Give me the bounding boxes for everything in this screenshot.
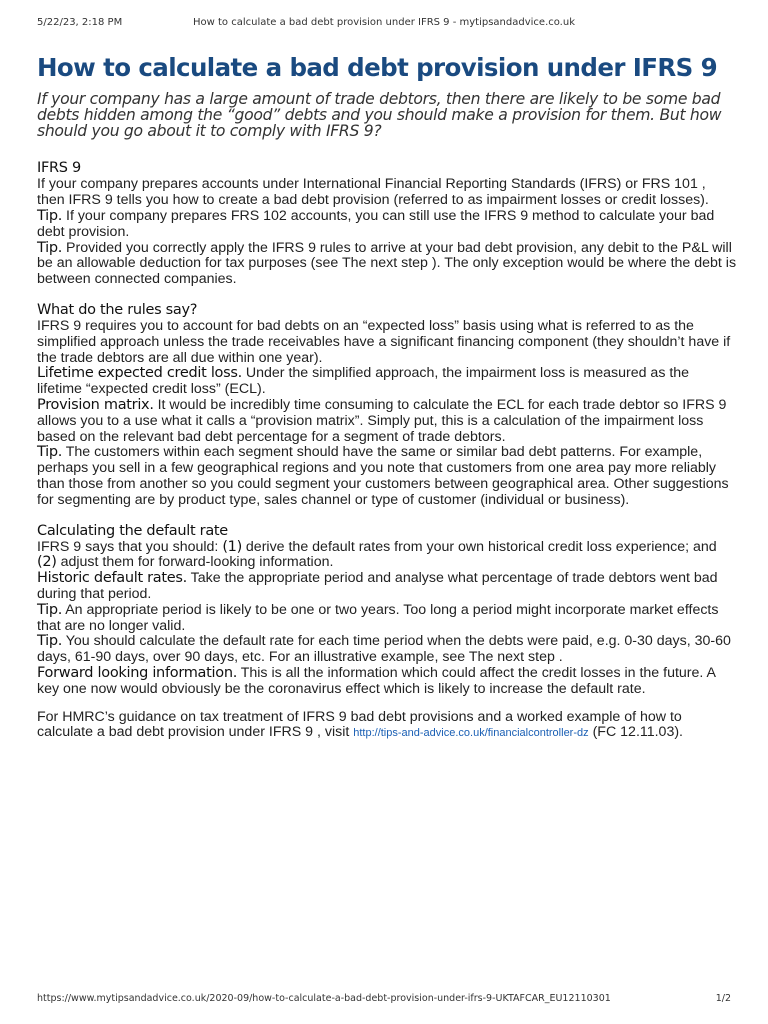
print-url: https://www.mytipsandadvice.co.uk/2020-09/how-to-calculate-a-bad-debt-provision-under-ifrs-9-UKTAFCAR_EU12110301	[37, 993, 611, 1004]
segment-tip	[37, 445, 737, 508]
tip-label: Tip.	[37, 207, 63, 224]
tip-text: Provided you correctly apply the IFRS 9 rules to arrive at your bad debt provision, any debit to the P&L will be an allowable deduction for tax purposes (see The next step ). The only exception would be where the debt is between connected companies.	[37, 239, 737, 288]
page-title: How to calculate a bad debt provision under IFRS 9	[37, 53, 718, 82]
page-number: 1/2	[715, 993, 731, 1004]
historic-rates-label: Historic default rates.	[37, 570, 187, 587]
hmrc-text: For HMRC’s guidance on tax treatment of IFRS 9 bad debt provisions and a worked example of how to calculate a bad debt provision under IFRS 9 , visit	[37, 708, 682, 741]
period-tip	[37, 603, 737, 635]
tip-text: If your company prepares FRS 102 accounts, you can still use the IFRS 9 method to calculate your bad debt provision.	[37, 207, 715, 240]
text-run: adjust them for forward-looking information.	[56, 554, 334, 571]
provision-matrix-text: It would be incredibly time consuming to calculate the ECL for each trade debtor so IFRS 9 allows you to a use what it calls a “provision matrix”. Simply put, this is a calculation of the impairment loss based on the relevant bad debt percentage for a segment of trade debtors.	[37, 396, 727, 445]
provision-matrix-paragraph	[37, 398, 737, 445]
historic-rates-text: Take the appropriate period and analyse what percentage of trade debtors went bad during that period.	[37, 570, 718, 602]
print-date: 5/22/23, 2:18 PM	[37, 17, 123, 28]
provision-matrix-label: Provision matrix.	[37, 396, 154, 413]
print-footer	[37, 993, 731, 1007]
default-rate-paragraph	[37, 540, 737, 572]
print-doc-title: How to calculate a bad debt provision under IFRS 9 - mytipsandadvice.co.uk	[193, 17, 575, 28]
tip-text: You should calculate the default rate for each time period when the debts were paid, e.g. 0-30 days, 30-60 days, 61-90 days, over 90 days, etc. For an illustrative example, see The next step .	[37, 633, 731, 666]
tip-label: Tip.	[37, 239, 63, 256]
historic-rates-paragraph	[37, 571, 737, 603]
time-period-tip	[37, 634, 737, 666]
text-run: IFRS 9 says that you should:	[37, 538, 223, 555]
tip-text: An appropriate period is likely to be one or two years. Too long a period might incorporate market effects that are no longer valid.	[37, 601, 719, 634]
tip-label: Tip.	[37, 601, 63, 618]
ifrs9-tip-1	[37, 209, 737, 241]
section-heading-default-rate: Calculating the default rate	[37, 522, 228, 539]
rules-paragraph: IFRS 9 requires you to account for bad debts on an “expected loss” basis using what is referred to as the simplified approach unless the trade receivables have a significant financing component (they shouldn’t have if the trade debtors are all due within one year).	[37, 317, 731, 366]
lifetime-ecl-text: Under the simplified approach, the impairment loss is measured as the lifetime “expected credit loss” (ECL).	[37, 365, 690, 398]
print-header	[37, 17, 731, 31]
article-intro: If your company has a large amount of trade debtors, then there are likely to be some bad debts hidden among the “good” debts and you should make a provision for them. But how should you go about it to comply with IFRS 9?	[37, 90, 722, 140]
step-number-2: (2)	[37, 554, 57, 571]
section-heading-ifrs9: IFRS 9	[37, 160, 81, 177]
tip-label: Tip.	[37, 633, 63, 650]
forward-looking-paragraph	[37, 666, 737, 698]
financial-controller-link[interactable]: http://tips-and-advice.co.uk/financialcontroller-dz	[353, 727, 589, 740]
article	[37, 52, 737, 742]
tip-text: The customers within each segment should have the same or similar bad debt patterns. For example, perhaps you sell in a few geographical regions and you note that customers from one area pay more reliably than those from another so you could segment your customers between geographical area. Other suggestions for segmenting are by product type, sales channel or type of customer (individual or business).	[37, 444, 729, 508]
lifetime-ecl-label: Lifetime expected credit loss.	[37, 365, 242, 382]
text-run: derive the default rates from your own historical credit loss experience; and	[241, 538, 717, 555]
step-number-1: (1)	[222, 538, 242, 555]
hmrc-guidance-paragraph	[37, 710, 737, 743]
ifrs9-tip-2	[37, 241, 737, 288]
lifetime-ecl-paragraph	[37, 366, 737, 398]
hmrc-suffix: (FC 12.11.03).	[588, 724, 683, 741]
forward-looking-label: Forward looking information.	[37, 664, 238, 681]
forward-looking-text: This is all the information which could affect the credit losses in the future. A key one now would obviously be the coronavirus effect which is likely to increase the default rate.	[37, 664, 716, 697]
section-heading-rules: What do the rules say?	[37, 301, 198, 318]
tip-label: Tip.	[37, 444, 63, 461]
ifrs9-paragraph: If your company prepares accounts under International Financial Reporting Standards (IFRS) or FRS 101 , then IFRS 9 tells you how to create a bad debt provision (referred to as impairment losses or credit losses).	[37, 176, 709, 209]
